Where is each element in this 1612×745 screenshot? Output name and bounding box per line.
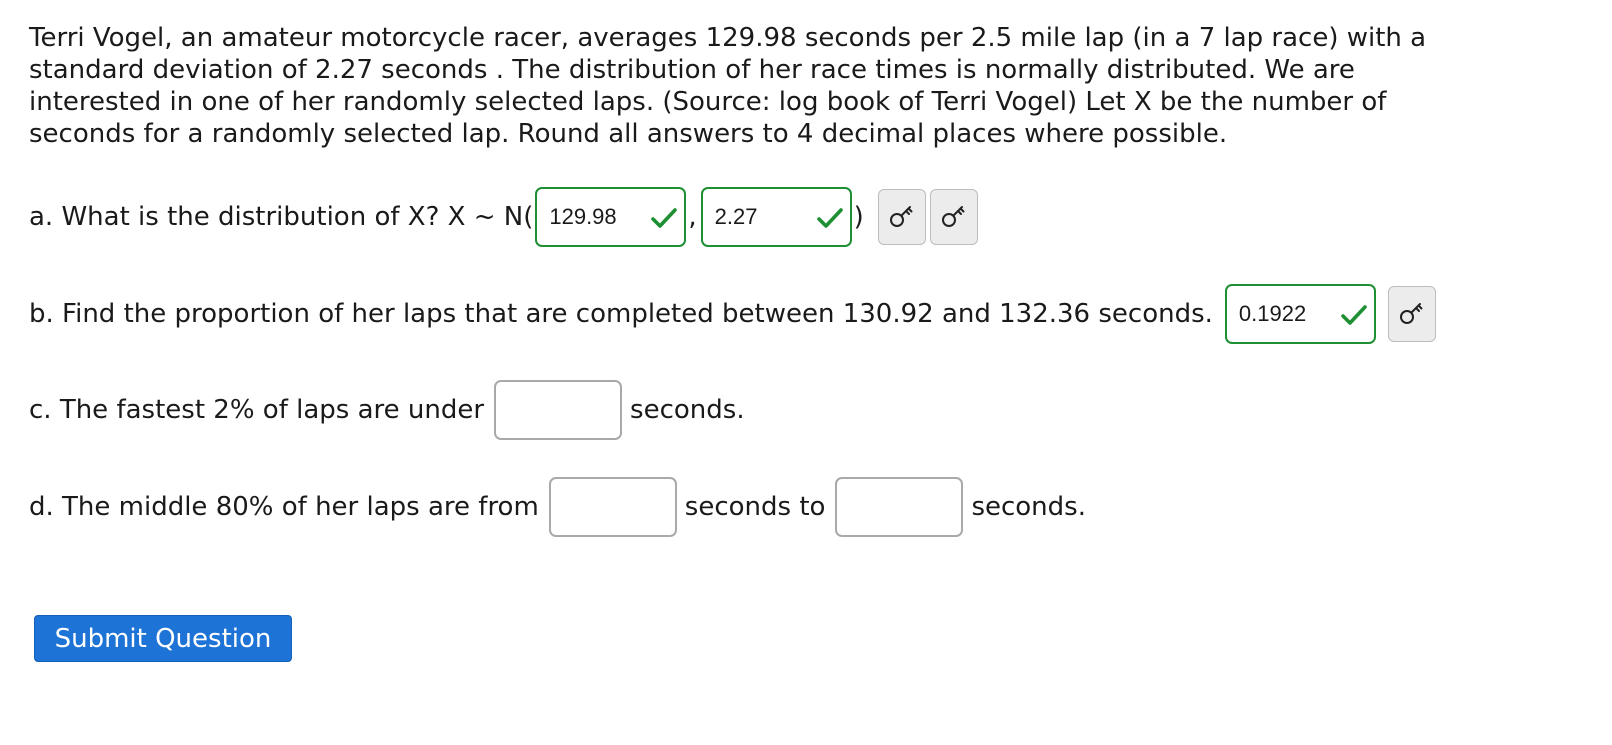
sd-answer-field[interactable] bbox=[701, 187, 852, 247]
fastest-cutoff-input[interactable] bbox=[494, 380, 622, 440]
part-b-prompt: b. Find the proportion of her laps that are completed between 130.92 and 132.36 seconds. bbox=[29, 299, 1213, 329]
checkmark-icon bbox=[816, 204, 844, 232]
checkmark-icon bbox=[1340, 301, 1368, 329]
key-icon bbox=[886, 201, 918, 233]
part-c-prompt: c. The fastest 2% of laps are under bbox=[29, 395, 485, 425]
part-c-suffix: seconds. bbox=[630, 395, 745, 425]
part-b-row bbox=[29, 284, 1436, 344]
part-d-suffix: seconds. bbox=[971, 492, 1086, 522]
mean-answer-field[interactable] bbox=[535, 187, 686, 247]
part-a-row bbox=[29, 187, 978, 247]
middle-lower-input[interactable] bbox=[549, 477, 677, 537]
part-d-middle-text: seconds to bbox=[684, 492, 826, 522]
question-text: Terri Vogel, an amateur motorcycle racer, averages 129.98 seconds per 2.5 mile lap (in a 7 lap race) with a standard deviation of 2.27 seconds . The distribution of her race times is normally distributed. We are interested in one of her randomly selected laps. (Source: log book of Terri Vogel) Let X be the number of seconds for a randomly selected lap. Round all answers to 4 decimal places where possible. bbox=[29, 23, 1427, 149]
mean-answer-value: 129.98 bbox=[549, 204, 617, 229]
submit-question-button[interactable]: Submit Question bbox=[34, 615, 292, 662]
sd-key-button[interactable] bbox=[930, 189, 978, 245]
part-d-row bbox=[29, 477, 1086, 537]
middle-upper-input[interactable] bbox=[835, 477, 963, 537]
key-icon bbox=[1396, 298, 1428, 330]
sd-answer-value: 2.27 bbox=[714, 204, 758, 229]
comma-separator: , bbox=[688, 202, 697, 232]
part-a-prompt: a. What is the distribution of X? X ~ N( bbox=[29, 202, 534, 232]
close-paren: ) bbox=[853, 202, 864, 232]
checkmark-icon bbox=[650, 204, 678, 232]
key-icon bbox=[938, 201, 970, 233]
proportion-key-button[interactable] bbox=[1388, 286, 1436, 342]
part-d-prompt: d. The middle 80% of her laps are from bbox=[29, 492, 539, 522]
proportion-answer-value: 0.1922 bbox=[1238, 301, 1307, 326]
mean-key-button[interactable] bbox=[878, 189, 926, 245]
proportion-answer-field[interactable] bbox=[1225, 284, 1376, 344]
part-c-row bbox=[29, 380, 745, 440]
